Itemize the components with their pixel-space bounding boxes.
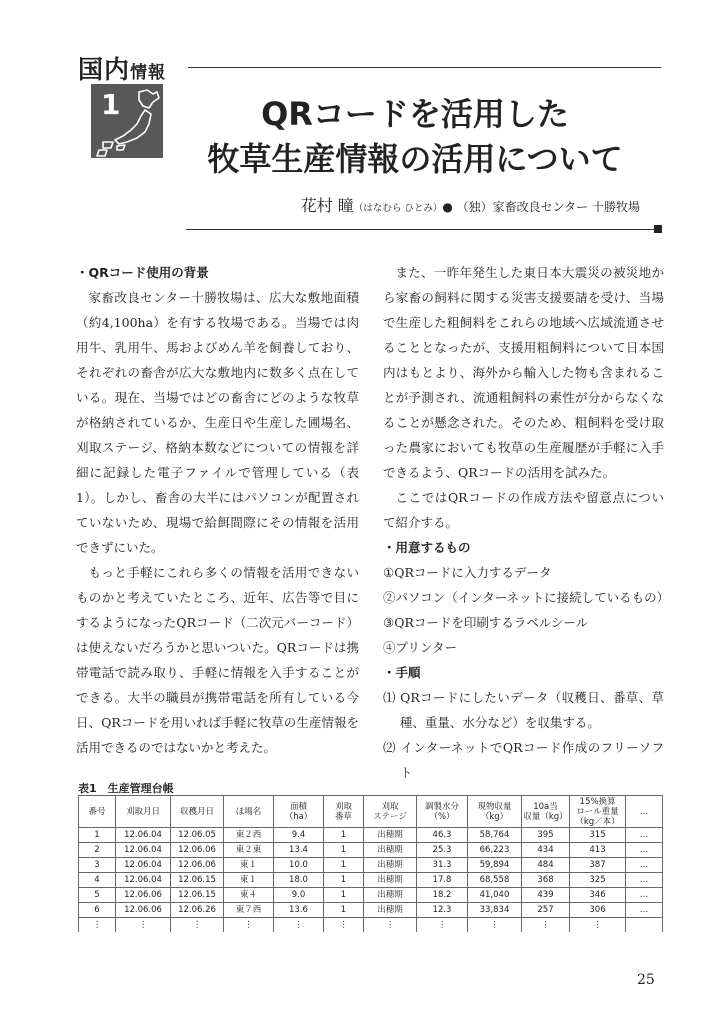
- table-cell: 13.6: [274, 903, 324, 918]
- body-column-right: [383, 260, 670, 785]
- col-header: …: [626, 796, 663, 828]
- table-cell: …: [626, 873, 663, 888]
- table-cell: ⋮: [570, 918, 626, 933]
- list-item: ③QRコードを印刷するラベルシール: [383, 615, 589, 630]
- col-header: 刈取 番草: [324, 796, 364, 828]
- table-cell: 18.2: [417, 888, 468, 903]
- table-row: [79, 873, 663, 888]
- table-cell: 1: [324, 858, 364, 873]
- col-header: 面積 （ha）: [274, 796, 324, 828]
- table-cell: ⋮: [274, 918, 324, 933]
- table-cell: 18.0: [274, 873, 324, 888]
- table-cell: 東７西: [224, 903, 274, 918]
- paragraph: もっと手軽にこれら多くの情報を活用できないものかと考えていたところ、近年、広告等で目にするようになったQRコード（二次元バーコード）は使えないだろうかと思いついた。QRコードは携帯電話で読み取り、手軽に情報を入手することができる。大半の職員が携帯電話を所有している今日、QRコードを用いれば手軽に牧草の生産情報を活用できるのではないかと考えた。: [76, 565, 359, 755]
- header-rule-top: [188, 67, 661, 68]
- table-cell: [626, 918, 663, 933]
- table-cell: …: [626, 888, 663, 903]
- table-cell: 346: [570, 888, 626, 903]
- table-cell: 387: [570, 858, 626, 873]
- table-cell: 413: [570, 843, 626, 858]
- col-header: 刈取 ステージ: [364, 796, 417, 828]
- col-header: ほ場名: [224, 796, 274, 828]
- table-cell: 257: [522, 903, 570, 918]
- table-cell: 66,223: [468, 843, 522, 858]
- table-cell: 33,834: [468, 903, 522, 918]
- table-cell: 1: [79, 828, 116, 843]
- article-number-badge: [91, 84, 163, 158]
- table-cell: 59,894: [468, 858, 522, 873]
- author-kana: （はなむら ひとみ）: [353, 203, 443, 214]
- table-cell: 68,558: [468, 873, 522, 888]
- table-cell: 12.06.15: [171, 873, 224, 888]
- body-column-left: [76, 260, 359, 760]
- procedure-step: ⑵ インターネットでQRコード作成のフリーソフト: [383, 740, 664, 780]
- table-cell: 9.0: [274, 888, 324, 903]
- production-management-table: [78, 795, 663, 932]
- paragraph: ここではQRコードの作成方法や留意点について紹介する。: [383, 490, 664, 530]
- table-cell: 1: [324, 903, 364, 918]
- author-bullet: ●: [442, 200, 453, 214]
- table-cell: ⋮: [468, 918, 522, 933]
- article-title-line2: 牧草生産情報の活用について: [207, 140, 623, 178]
- table-cell: 3: [79, 858, 116, 873]
- table-body: [79, 828, 663, 933]
- section-label: [78, 50, 166, 86]
- table-cell: 12.06.06: [116, 888, 171, 903]
- procedure-step: ⑴ QRコードにしたいデータ（収穫日、番草、草種、重量、水分など）を収集する。: [383, 690, 664, 730]
- table-cell: 10.0: [274, 858, 324, 873]
- header-rule-bottom: [186, 229, 656, 230]
- col-header: 15%換算 ロール重量 （kg／本）: [570, 796, 626, 828]
- table-cell: 出穂期: [364, 828, 417, 843]
- table-cell: 484: [522, 858, 570, 873]
- rule-end-marker: [654, 225, 662, 233]
- col-header: 収穫月日: [171, 796, 224, 828]
- col-header: 現物収量 （kg）: [468, 796, 522, 828]
- table-cell: 2: [79, 843, 116, 858]
- table-cell: 12.06.26: [171, 903, 224, 918]
- table-cell: 出穂期: [364, 888, 417, 903]
- table-row: [79, 843, 663, 858]
- col-header: 10a当 収量（kg）: [522, 796, 570, 828]
- table-cell: ⋮: [417, 918, 468, 933]
- table-cell: 325: [570, 873, 626, 888]
- table-cell: 12.06.04: [116, 873, 171, 888]
- table-row: [79, 828, 663, 843]
- list-item: ④プリンター: [383, 640, 458, 655]
- article-title: [190, 92, 640, 182]
- table-row: [79, 903, 663, 918]
- table-cell: 出穂期: [364, 903, 417, 918]
- table-cell: ⋮: [79, 918, 116, 933]
- table-cell: 12.06.15: [171, 888, 224, 903]
- table-row: [79, 858, 663, 873]
- table-cell: ⋮: [522, 918, 570, 933]
- table-cell: 306: [570, 903, 626, 918]
- table-cell: 4: [79, 873, 116, 888]
- table-cell: 6: [79, 903, 116, 918]
- table-cell: 東１: [224, 873, 274, 888]
- table-cell: 5: [79, 888, 116, 903]
- table-cell: 315: [570, 828, 626, 843]
- col-header: 刈取月日: [116, 796, 171, 828]
- list-item: ①QRコードに入力するデータ: [383, 565, 552, 580]
- table-cell: 東４: [224, 888, 274, 903]
- table-cell: 368: [522, 873, 570, 888]
- table-cell: 41,040: [468, 888, 522, 903]
- table-cell: 東２東: [224, 843, 274, 858]
- table-cell: 9.4: [274, 828, 324, 843]
- paragraph: また、一昨年発生した東日本大震災の被災地から家畜の飼料に関する災害支援要請を受け、当場で生産した粗飼料をこれらの地域へ広域流通させることとなったが、支援用粗飼料について日本国内はもとより、海外から輸入した物も含まれることが予測され、流通粗飼料の素性が分からなくなることが懸念された。そのため、粗飼料を受け取った農家においても牧草の生産履歴が手軽に入手できるよう、QRコードの活用を試みた。: [383, 265, 664, 480]
- heading-procedure: ・手順: [383, 665, 421, 680]
- table-cell: 出穂期: [364, 858, 417, 873]
- heading-materials: ・用意するもの: [383, 540, 471, 555]
- table-cell: 1: [324, 888, 364, 903]
- table-cell: …: [626, 903, 663, 918]
- section-label-main: 国内: [78, 55, 131, 84]
- table-cell: …: [626, 858, 663, 873]
- section-label-sub: 情報: [130, 63, 167, 83]
- article-number: 1: [101, 88, 121, 121]
- col-header: 調製水分 （%）: [417, 796, 468, 828]
- table-cell: 出穂期: [364, 843, 417, 858]
- author-name: 花村 瞳: [300, 196, 354, 215]
- table-cell: 12.06.06: [171, 858, 224, 873]
- list-item: ②パソコン（インターネットに接続しているもの）: [383, 590, 670, 605]
- table-cell: …: [626, 843, 663, 858]
- table-cell: 439: [522, 888, 570, 903]
- table-cell: 25.3: [417, 843, 468, 858]
- table-cell: 434: [522, 843, 570, 858]
- table-caption: 表1 生産管理台帳: [78, 782, 174, 795]
- table-cell: 東２西: [224, 828, 274, 843]
- table-cell: 13.4: [274, 843, 324, 858]
- col-header: 番号: [79, 796, 116, 828]
- heading-background: ・QRコード使用の背景: [76, 265, 209, 280]
- table-cell: 12.06.05: [171, 828, 224, 843]
- table-cell: 12.3: [417, 903, 468, 918]
- table-cell: 1: [324, 873, 364, 888]
- table-cell: 46.3: [417, 828, 468, 843]
- table-header-row: [79, 796, 663, 828]
- table-cell: 出穂期: [364, 873, 417, 888]
- table-cell: 31.3: [417, 858, 468, 873]
- author-affiliation: （独）家畜改良センター 十勝牧場: [456, 200, 640, 214]
- table-cell: 12.06.04: [116, 858, 171, 873]
- article-title-line1: QRコードを活用した: [261, 95, 569, 133]
- paragraph: 家畜改良センター十勝牧場は、広大な敷地面積（約4,100ha）を有する牧場である。当場では肉用牛、乳用牛、馬およびめん羊を飼養しており、それぞれの畜舎が広大な敷地内に数多く点在している。現在、当場ではどの畜舎にどのような牧草が格納されているか、生産日や生産した圃場名、刈取ステージ、格納本数などについての情報を詳細に記録した電子ファイルで管理している（表1）。しかし、畜舎の大半にはパソコンが配置されていないため、現場で給餌間際にその情報を活用できずにいた。: [76, 290, 359, 555]
- table-cell: 12.06.06: [171, 843, 224, 858]
- table-cell: ⋮: [224, 918, 274, 933]
- table-cell: …: [626, 828, 663, 843]
- table-cell: ⋮: [116, 918, 171, 933]
- table-row: [79, 888, 663, 903]
- table-cell: 12.06.04: [116, 828, 171, 843]
- table-continuation-row: [79, 918, 663, 933]
- table-cell: ⋮: [171, 918, 224, 933]
- page-number: 25: [637, 972, 655, 988]
- table-cell: 東１: [224, 858, 274, 873]
- table-cell: 1: [324, 843, 364, 858]
- table-cell: 12.06.04: [116, 843, 171, 858]
- table-cell: 395: [522, 828, 570, 843]
- author-byline: [240, 193, 640, 216]
- table-cell: ⋮: [324, 918, 364, 933]
- table-cell: 58,764: [468, 828, 522, 843]
- table-cell: ⋮: [364, 918, 417, 933]
- table-cell: 12.06.06: [116, 903, 171, 918]
- table-cell: 17.8: [417, 873, 468, 888]
- table-cell: 1: [324, 828, 364, 843]
